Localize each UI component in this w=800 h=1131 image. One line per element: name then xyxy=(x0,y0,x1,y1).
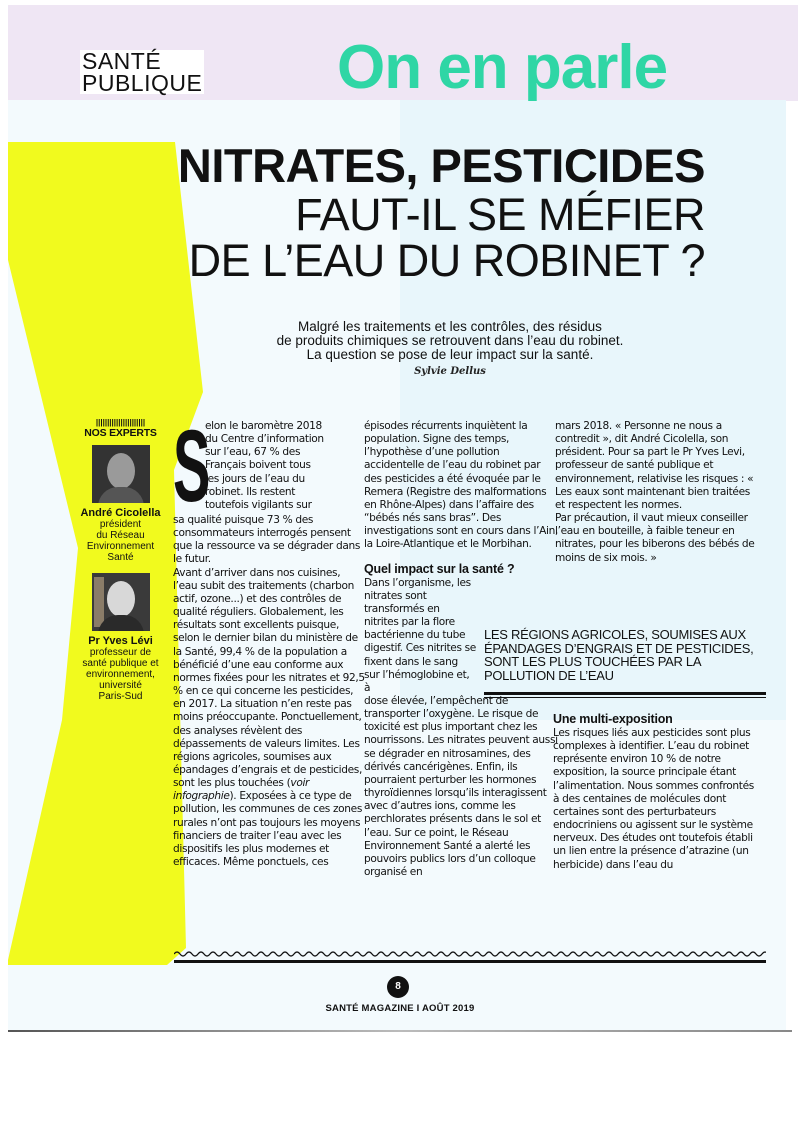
text-run: Avant d’arriver dans nos cuisines, l’eau subit des traitements (charbon actif, ozone...) et des contrôles de qualité réguliers. Globalement, les résultats sont excellents puisque, selon le dernier bilan du ministère de la Santé, 99,4 % de la population a bénéficié d’une eau conforme aux normes fixées pour les nitrates et 92,5 % en ce qui concerne les pesticides, en 2017. La situation n’en reste pas moins préoccupante. Ponctuellement, des analyses révèlent des dépassements de valeurs limites. Les régions agricoles, soumises aux épandages d’engrais et de pesticides, sont les plus touchées ( xyxy=(173,566,365,790)
infographic-reference: voir infographie xyxy=(173,777,310,803)
expert-role-line: Paris-Sud xyxy=(98,691,143,702)
experts-title: NOS EXPERTS xyxy=(84,427,157,439)
section-tag-line2: PUBLIQUE xyxy=(82,70,203,96)
expert-photo-levi xyxy=(92,573,150,631)
paragraph xyxy=(173,567,365,870)
pull-quote-rule xyxy=(484,692,766,698)
expert-role-line: environnement, xyxy=(86,669,155,680)
standfirst xyxy=(240,320,660,362)
photo-face xyxy=(107,581,135,617)
expert-photo-cicolella xyxy=(92,445,150,503)
photo-body xyxy=(98,487,144,503)
magazine-footer: SANTÉ MAGAZINE I AOÛT 2019 xyxy=(325,1003,475,1014)
drop-cap: S xyxy=(173,409,211,523)
standfirst-line1: Malgré les traitements et les contrôles, des résidus xyxy=(298,319,602,334)
photo-body xyxy=(98,615,144,631)
section-tag xyxy=(80,50,204,94)
page-number-badge: 8 xyxy=(387,976,409,998)
expert-role-line: professeur de xyxy=(89,647,152,658)
expert-role-line: université xyxy=(99,680,142,691)
headline-line2: FAUT-IL SE MÉFIER xyxy=(295,189,705,240)
text-line: elon le baromètre 2018 xyxy=(205,420,322,432)
paragraph: épisodes récurrents inquiètent la population. Signe des temps, l’hypothèse d’une pollution accidentelle de l’eau du robinet par des pesticides a été évoquée par le Remera (Registre des malformations en Rhône-Alpes) dans l’affaire des “bébés nés sans bras”. Des investigations sont en cours dans l’Ain, la Loire-Atlantique et le Morbihan. xyxy=(364,420,558,551)
wavy-divider xyxy=(174,950,766,958)
text-line: Français boivent tous xyxy=(205,459,311,472)
article-column-1 xyxy=(173,409,365,869)
text-line: sur l’eau, 67 % des xyxy=(205,446,301,459)
text-line: du Centre d’information xyxy=(205,433,324,446)
article-column-3 xyxy=(555,420,755,565)
expert-role-line: du Réseau xyxy=(96,530,145,541)
rubric-title: On en parle xyxy=(337,33,668,102)
expert-role xyxy=(78,519,163,563)
headline xyxy=(178,140,705,284)
expert-role-line: Santé xyxy=(107,552,134,563)
paragraph: sa qualité puisque 73 % des consommateurs interrogés pensent que la ressource va se dégrader dans le futur. xyxy=(173,514,360,566)
author-byline: Sylvie Dellus xyxy=(414,366,486,377)
headline-line3: DE L’EAU DU ROBINET ? xyxy=(188,235,705,286)
expert-role-line: santé publique et xyxy=(82,658,159,669)
decorative-bars: |||||||||||||||||||||| xyxy=(95,418,146,427)
photo-face xyxy=(107,453,135,489)
paragraph: Les risques liés aux pesticides sont plus complexes à identifier. L’eau du robinet représente environ 10 % de notre exposition, la source principale étant l’alimentation. Nous sommes confrontés à des centaines de molécules dont certaines sont des perturbateurs endocriniens ou agissent sur le système nerveux. Des études ont toutefois établi un lien entre la présence d’atrazine (un herbicide) dans l’eau du xyxy=(553,727,754,871)
paragraph: Par précaution, il vaut mieux conseiller l’eau en bouteille, à faible teneur en nitrates, pour les biberons des bébés de moins de six mois. » xyxy=(555,512,755,564)
paragraph: mars 2018. « Personne ne nous a contredit », dit André Cicolella, son président. Pour sa part le Pr Yves Levi, professeur de santé publique et environnement, relativise les risques : « Les eaux sont maintenant bien traitées et respectent les normes. xyxy=(555,420,754,511)
text-line: toutefois vigilants sur xyxy=(205,498,312,511)
expert-role xyxy=(78,647,163,702)
expert-name: Pr Yves Lévi xyxy=(88,635,153,647)
expert-role-line: président xyxy=(99,519,142,530)
section-tag-line1: SANTÉ xyxy=(82,48,162,74)
experts-sidebar xyxy=(78,418,163,702)
bottom-rule xyxy=(174,960,766,963)
subheading: Une multi-exposition xyxy=(553,712,673,726)
page-edge xyxy=(8,1030,792,1032)
standfirst-line2: de produits chimiques se retrouvent dans l’eau du robinet. xyxy=(276,333,624,348)
headline-line1: NITRATES, PESTICIDES xyxy=(177,139,705,192)
paragraph: dose élevée, l’empêchent de transporter l’oxygène. Le risque de toxicité est plus important chez les nourrissons. Les nitrates peuvent aussi se dégrader en nitrosamines, des dérivés cancérigènes. Enfin, ils pourraient perturber les hormones thyroïdiennes lorsqu’ils interagissent avec d’autres ions, comme les perchlorates présents dans le sol et l’eau. Sur ce point, le Réseau Environnement Santé a alerté les pouvoirs publics lors d’un colloque organisé en xyxy=(364,694,558,878)
photo-bookshelf xyxy=(94,577,104,627)
standfirst-line3: La question se pose de leur impact sur la santé. xyxy=(306,347,594,362)
article-column-4 xyxy=(553,712,758,872)
paragraph: Dans l’organisme, les nitrates sont transformés en nitrites par la flore bactérienne du tube digestif. Ces nitrites se fixent dans le sang sur l’hémoglobine et, à xyxy=(364,576,476,694)
expert-name: André Cicolella xyxy=(80,507,161,519)
subheading: Quel impact sur la santé ? xyxy=(364,561,515,576)
text-run: ). Exposées à ce type de pollution, les communes de ces zones rurales n’ont pas toujours les moyens financiers de traiter l’eau avec les dispositifs les plus modernes et efficaces. Même ponctuels, ces xyxy=(173,790,362,869)
text-line: robinet. Ils restent xyxy=(205,485,296,498)
expert-role-line: Environnement xyxy=(86,541,155,552)
text-line: les jours de l’eau du xyxy=(205,472,305,485)
pull-quote: LES RÉGIONS AGRICOLES, SOUMISES AUX ÉPANDAGES D’ENGRAIS ET DE PESTICIDES, SONT LES PLUS TOUCHÉES PAR LA POLLUTION DE L’EAU xyxy=(484,627,754,683)
